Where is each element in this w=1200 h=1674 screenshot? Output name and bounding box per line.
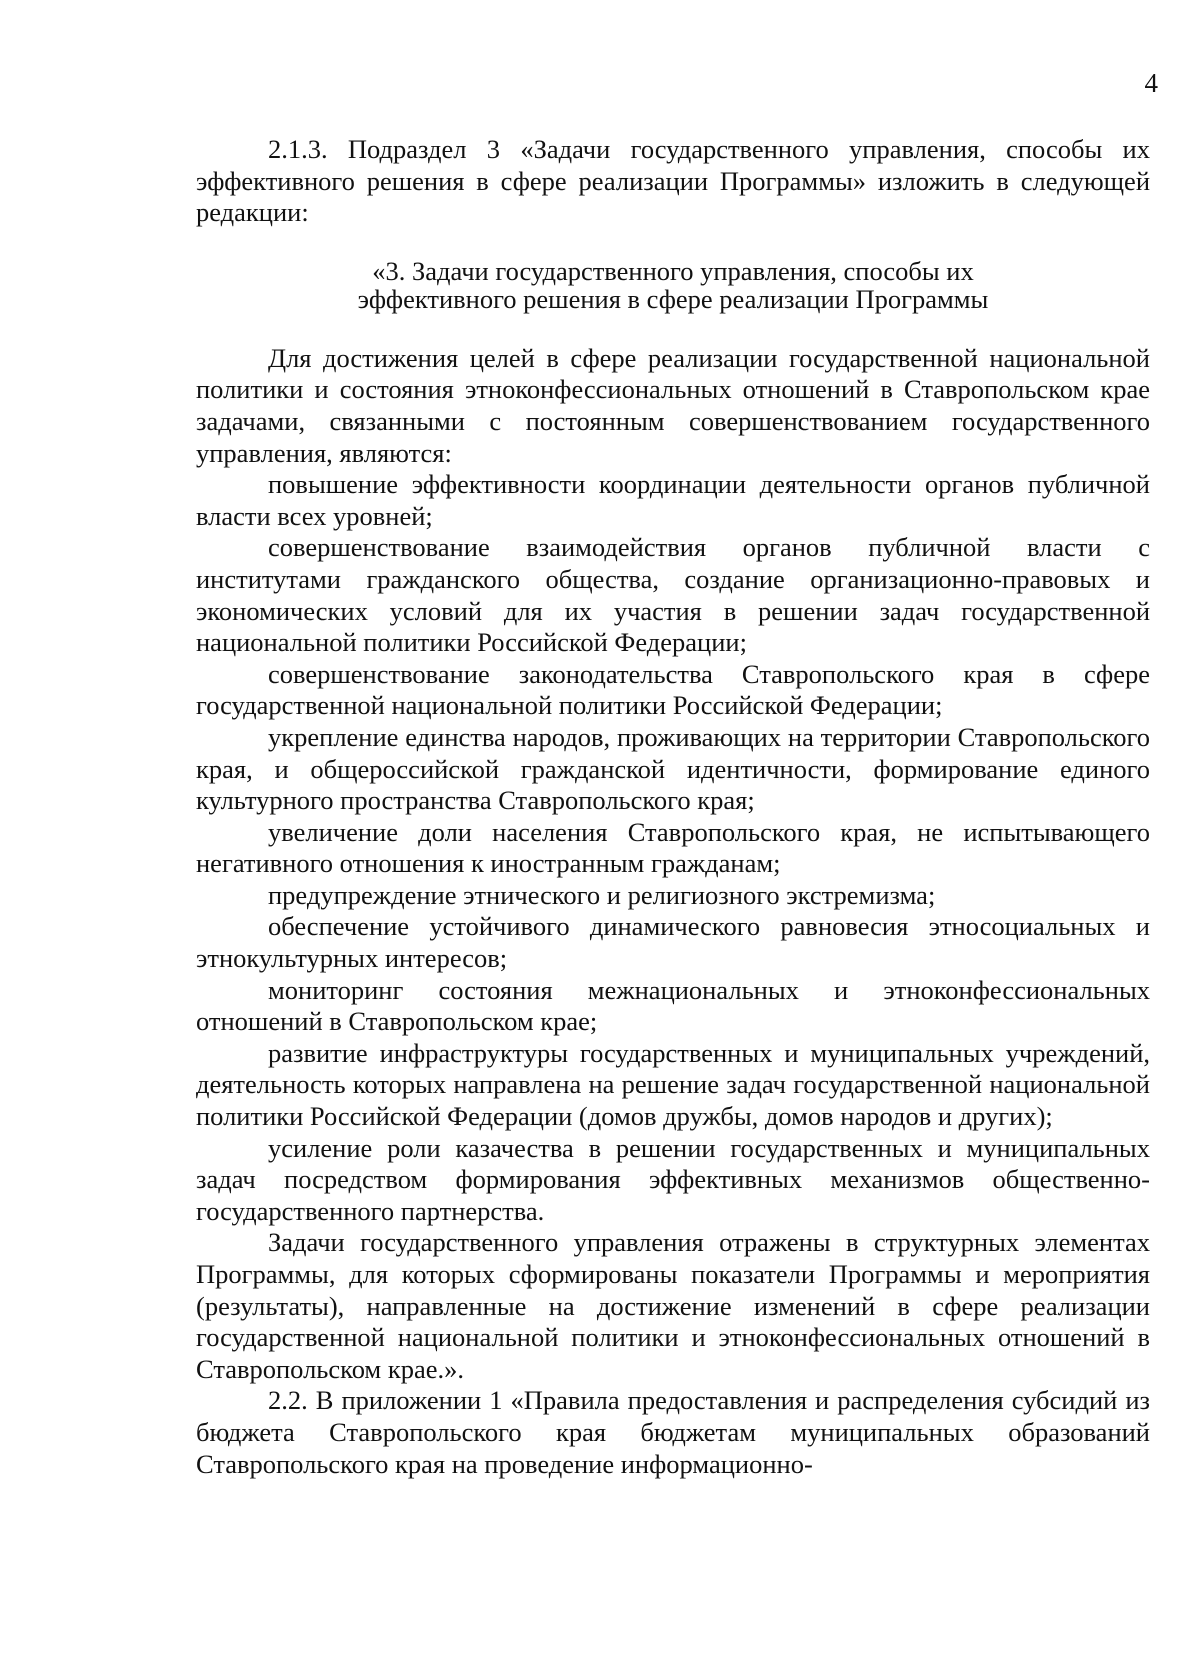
intro-paragraph: 2.1.3. Подраздел 3 «Задачи государственного управления, способы их эффективного решения в сфере реализации Программы» изложить в следующей редакции: — [196, 134, 1150, 228]
section-heading-line-1: «3. Задачи государственного управления, способы их — [372, 255, 974, 286]
document-body — [196, 134, 1150, 1480]
body-paragraph-task-5: увеличение доли населения Ставропольского края, не испытывающего негативного отношения к иностранным гражданам; — [196, 816, 1150, 879]
section-heading — [196, 257, 1150, 313]
page-number: 4 — [1144, 68, 1158, 98]
body-paragraph-goals: Для достижения целей в сфере реализации государственной национальной политики и состояния этноконфессиональных отношений в Ставропольском крае задачами, связанными с постоянным совершенствованием государственного управления, являются: — [196, 342, 1150, 468]
body-paragraph-task-9: развитие инфраструктуры государственных и муниципальных учреждений, деятельность которых направлена на решение задач государственной национальной политики Российской Федерации (домов дружбы, домов народов и других); — [196, 1037, 1150, 1132]
body-paragraph-task-7: обеспечение устойчивого динамического равновесия этносоциальных и этнокультурных интересов; — [196, 911, 1150, 974]
body-paragraph-task-1: повышение эффективности координации деятельности органов публичной власти всех уровней; — [196, 469, 1150, 531]
body-paragraph-task-8: мониторинг состояния межнациональных и этноконфессиональных отношений в Ставропольском крае; — [196, 974, 1150, 1037]
body-paragraph-task-3: совершенствование законодательства Ставропольского края в сфере государственной национальной политики Российской Федерации; — [196, 658, 1150, 721]
body-paragraph-task-6: предупреждение этнического и религиозного экстремизма; — [268, 879, 936, 910]
body-paragraph-task-2: совершенствование взаимодействия органов публичной власти с институтами гражданского общества, создание организационно-правовых и экономических условий для их участия в решении задач государственной национальной политики Российской Федерации; — [196, 532, 1150, 658]
body-paragraph-item-2-2: 2.2. В приложении 1 «Правила предоставления и распределения субсидий из бюджета Ставропольского края бюджетам муниципальных образований Ставропольского края на проведение информационно- — [196, 1385, 1150, 1479]
body-paragraph-task-4: укрепление единства народов, проживающих на территории Ставропольского края, и общероссийской гражданской идентичности, формирование единого культурного пространства Ставропольского края; — [196, 721, 1150, 816]
body-paragraph-task-10: усиление роли казачества в решении государственных и муниципальных задач посредством формирования эффективных механизмов общественно-государственного партнерства. — [196, 1132, 1150, 1226]
body-paragraph-summary: Задачи государственного управления отражены в структурных элементах Программы, для которых сформированы показатели Программы и мероприятия (результаты), направленные на достижение изменений в сфере реализации государственной национальной политики и этноконфессиональных отношений в Ставропольском крае.». — [196, 1227, 1150, 1384]
section-heading-line-2: эффективного решения в сфере реализации Программы — [357, 283, 989, 314]
